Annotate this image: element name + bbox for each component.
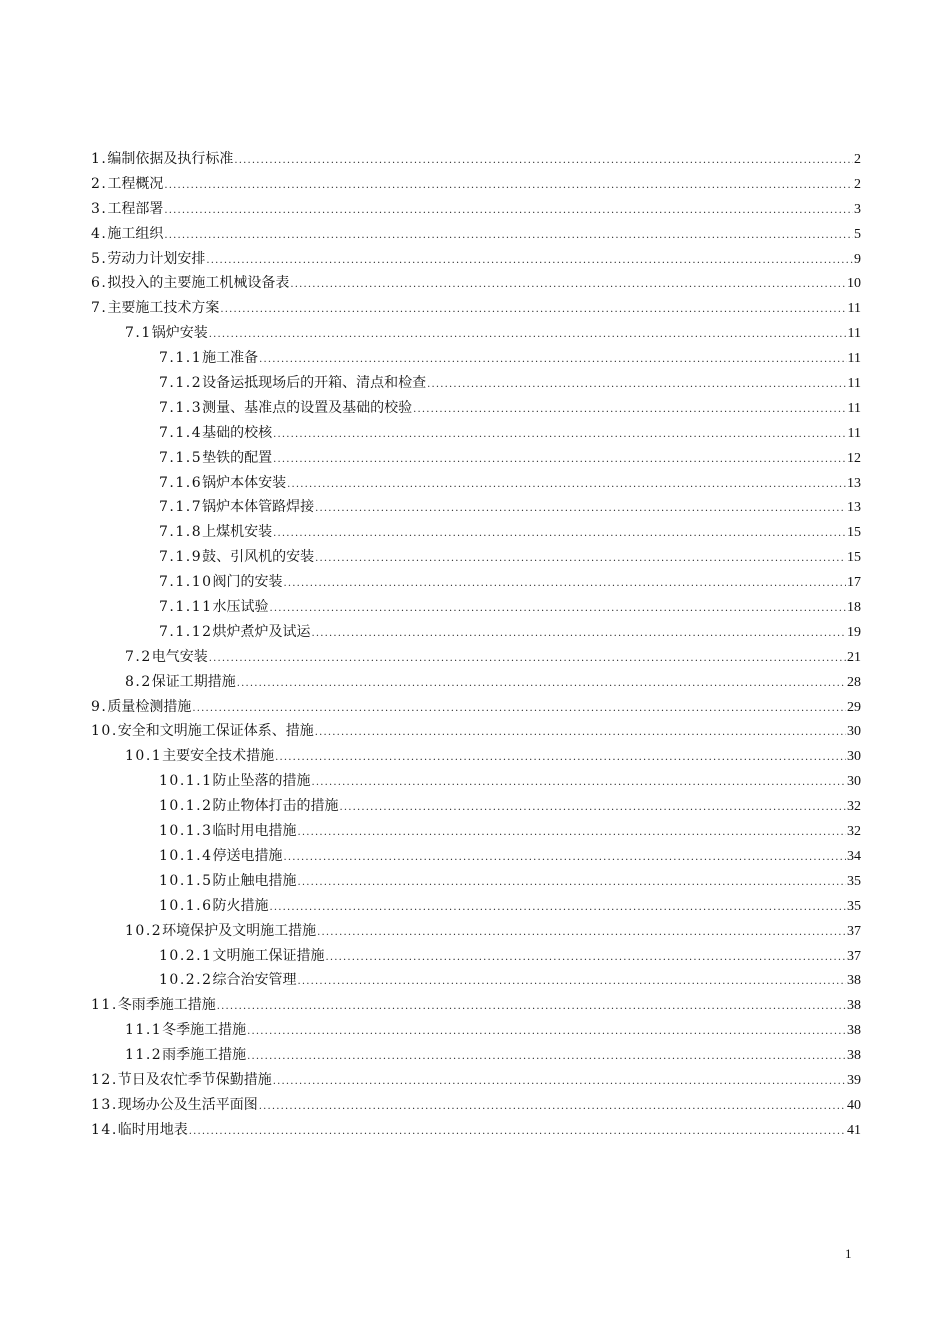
- toc-entry-page: 3: [854, 201, 861, 217]
- toc-entry-page: 11: [847, 351, 861, 367]
- toc-entry-title: 防火措施: [212, 897, 269, 914]
- dot-leader: [192, 697, 846, 722]
- toc-entry-number: 3.: [91, 200, 108, 217]
- toc-entry[interactable]: [91, 968, 861, 993]
- toc-entry-number: 5.: [91, 250, 108, 267]
- toc-entry-number: 2.: [91, 175, 108, 192]
- toc-entry-title: 水压试验: [212, 599, 269, 616]
- toc-entry-number: 9.: [91, 698, 108, 715]
- toc-entry-page: 11: [847, 326, 861, 342]
- toc-entry[interactable]: [91, 421, 861, 446]
- toc-entry-title: 环境保护及文明施工措施: [162, 922, 317, 939]
- toc-entry-page: 9: [854, 251, 861, 267]
- table-of-contents: [91, 147, 861, 1143]
- dot-leader: [206, 249, 853, 274]
- toc-entry-page: 15: [847, 550, 861, 566]
- toc-entry-title: 防止物体打击的措施: [212, 798, 339, 815]
- toc-entry-page: 17: [847, 575, 861, 591]
- toc-entry-title: 安全和文明施工保证体系、措施: [117, 723, 314, 740]
- toc-entry-number: 10.: [91, 723, 118, 740]
- toc-entry-title: 测量、基准点的设置及基础的校验: [202, 399, 413, 416]
- toc-entry-number: 7.1.2: [159, 375, 203, 392]
- dot-leader: [326, 946, 846, 971]
- toc-entry-page: 39: [847, 1072, 861, 1088]
- dot-leader: [284, 572, 846, 597]
- dot-leader: [270, 597, 846, 622]
- dot-leader: [247, 1020, 846, 1045]
- toc-entry-title: 鼓、引风机的安装: [202, 549, 315, 566]
- toc-entry[interactable]: [91, 321, 861, 346]
- toc-entry-title: 垫铁的配置: [202, 449, 273, 466]
- toc-entry-title: 冬季施工措施: [162, 1022, 247, 1039]
- toc-entry-number: 10.2.1: [159, 947, 213, 964]
- toc-entry-title: 冬雨季施工措施: [117, 997, 216, 1014]
- dot-leader: [287, 473, 846, 498]
- toc-entry-number: 7.1: [125, 325, 152, 342]
- toc-entry-title: 施工组织: [107, 225, 164, 242]
- toc-entry-number: 11.2: [125, 1047, 163, 1064]
- dot-leader: [284, 846, 846, 871]
- toc-entry-page: 10: [847, 276, 861, 292]
- toc-entry[interactable]: [91, 495, 861, 520]
- toc-entry-page: 38: [847, 1023, 861, 1039]
- toc-entry-page: 2: [854, 176, 861, 192]
- toc-entry-number: 10.1.4: [159, 847, 213, 864]
- toc-entry-title: 锅炉安装: [151, 325, 208, 342]
- toc-entry-page: 11: [847, 400, 861, 416]
- toc-entry-number: 4.: [91, 225, 108, 242]
- toc-entry[interactable]: [91, 346, 861, 371]
- toc-entry-title: 工程概况: [107, 175, 164, 192]
- toc-entry-title: 上煤机安装: [202, 524, 273, 541]
- dot-leader: [247, 1045, 846, 1070]
- toc-entry[interactable]: [91, 620, 861, 645]
- toc-entry[interactable]: [91, 1118, 861, 1143]
- toc-entry[interactable]: [91, 271, 861, 296]
- toc-entry-title: 临时用电措施: [212, 823, 297, 840]
- toc-entry[interactable]: [91, 744, 861, 769]
- dot-leader: [427, 373, 846, 398]
- toc-entry-title: 锅炉本体管路焊接: [202, 499, 315, 516]
- dot-leader: [270, 896, 846, 921]
- toc-entry-number: 7.1.11: [159, 599, 213, 616]
- toc-entry[interactable]: [91, 769, 861, 794]
- toc-entry[interactable]: [91, 446, 861, 471]
- toc-entry-number: 7.1.5: [159, 449, 203, 466]
- toc-entry-page: 32: [847, 824, 861, 840]
- toc-entry-title: 节日及农忙季节保勤措施: [117, 1071, 272, 1088]
- toc-entry-number: 11.: [91, 997, 118, 1014]
- toc-entry-page: 18: [847, 600, 861, 616]
- toc-entry-page: 41: [847, 1122, 861, 1138]
- dot-leader: [164, 199, 853, 224]
- toc-entry[interactable]: [91, 794, 861, 819]
- toc-entry-number: 7.1.1: [159, 350, 203, 367]
- toc-entry[interactable]: [91, 1043, 861, 1068]
- toc-entry[interactable]: [91, 570, 861, 595]
- dot-leader: [298, 871, 846, 896]
- dot-leader: [273, 1070, 846, 1095]
- dot-leader: [275, 746, 846, 771]
- toc-entry-number: 14.: [91, 1121, 118, 1138]
- toc-entry-title: 设备运抵现场后的开箱、清点和检查: [202, 375, 427, 392]
- toc-entry-page: 21: [847, 649, 861, 665]
- toc-entry-number: 7.1.6: [159, 474, 203, 491]
- toc-entry-page: 15: [847, 525, 861, 541]
- toc-entry[interactable]: [91, 1093, 861, 1118]
- page-number: 1: [845, 1246, 852, 1261]
- toc-entry-page: 28: [847, 674, 861, 690]
- toc-entry[interactable]: [91, 296, 861, 321]
- toc-entry-number: 6.: [91, 275, 108, 292]
- dot-leader: [273, 423, 846, 448]
- toc-entry-number: 13.: [91, 1096, 118, 1113]
- toc-entry[interactable]: [91, 993, 861, 1018]
- toc-entry-number: 10.1.1: [159, 773, 213, 790]
- toc-entry[interactable]: [91, 869, 861, 894]
- toc-entry-title: 综合治安管理: [212, 972, 297, 989]
- toc-entry[interactable]: [91, 396, 861, 421]
- toc-entry-title: 编制依据及执行标准: [107, 151, 234, 167]
- toc-entry[interactable]: [91, 1068, 861, 1093]
- dot-leader: [298, 821, 846, 846]
- toc-entry-page: 35: [847, 898, 861, 914]
- toc-entry-page: 11: [847, 301, 861, 317]
- toc-entry-title: 停送电措施: [212, 847, 283, 864]
- toc-entry-title: 阀门的安装: [212, 574, 283, 591]
- toc-entry-page: 38: [847, 1048, 861, 1064]
- dot-leader: [290, 273, 846, 298]
- toc-entry[interactable]: [91, 944, 861, 969]
- toc-entry-number: 8.2: [125, 673, 152, 690]
- dot-leader: [237, 672, 846, 697]
- toc-entry-title: 主要施工技术方案: [107, 300, 220, 317]
- toc-entry-number: 7.1.4: [159, 424, 203, 441]
- toc-entry[interactable]: [91, 844, 861, 869]
- toc-entry[interactable]: [91, 371, 861, 396]
- toc-entry-number: 7.1.7: [159, 499, 203, 516]
- toc-entry-title: 文明施工保证措施: [212, 947, 325, 964]
- dot-leader: [217, 995, 846, 1020]
- toc-entry-page: 30: [847, 724, 861, 740]
- toc-entry-page: 11: [847, 425, 861, 441]
- toc-entry-number: 12.: [91, 1071, 118, 1088]
- dot-leader: [315, 721, 846, 746]
- toc-entry-page: 13: [847, 475, 861, 491]
- dot-leader: [164, 174, 853, 199]
- toc-entry-page: 32: [847, 799, 861, 815]
- toc-entry-title: 锅炉本体安装: [202, 474, 287, 491]
- toc-entry-number: 10.1.6: [159, 897, 213, 914]
- toc-entry[interactable]: [91, 695, 861, 720]
- toc-entry[interactable]: [91, 595, 861, 620]
- dot-leader: [413, 398, 846, 423]
- toc-entry-number: 10.2: [125, 922, 163, 939]
- dot-leader: [317, 921, 846, 946]
- toc-entry-number: 7.1.8: [159, 524, 203, 541]
- toc-entry-page: 11: [847, 376, 861, 392]
- toc-entry-number: 7.1.12: [159, 623, 213, 640]
- toc-entry-title: 保证工期措施: [151, 673, 236, 690]
- toc-entry[interactable]: [91, 197, 861, 222]
- toc-entry-page: 13: [847, 500, 861, 516]
- dot-leader: [234, 149, 853, 174]
- toc-entry[interactable]: [91, 670, 861, 695]
- toc-entry[interactable]: [91, 645, 861, 670]
- toc-entry-number: 7.1.9: [159, 549, 203, 566]
- toc-entry-page: 12: [847, 450, 861, 466]
- toc-entry[interactable]: [91, 545, 861, 570]
- toc-entry-title: 防止坠落的措施: [212, 773, 311, 790]
- dot-leader: [273, 448, 846, 473]
- toc-entry-title: 施工准备: [202, 350, 259, 367]
- dot-leader: [340, 796, 846, 821]
- toc-entry-title: 临时用地表: [117, 1121, 188, 1138]
- toc-entry-title: 现场办公及生活平面图: [117, 1096, 258, 1113]
- dot-leader: [189, 1120, 846, 1145]
- toc-entry-page: 30: [847, 774, 861, 790]
- toc-entry-number: 1.: [91, 151, 108, 167]
- toc-entry[interactable]: [91, 172, 861, 197]
- dot-leader: [315, 547, 846, 572]
- toc-entry-number: 7.: [91, 300, 108, 317]
- dot-leader: [312, 622, 846, 647]
- toc-entry[interactable]: [91, 147, 861, 172]
- dot-leader: [259, 1095, 846, 1120]
- toc-entry-page: 38: [847, 973, 861, 989]
- toc-entry-number: 7.1.3: [159, 399, 203, 416]
- dot-leader: [315, 497, 846, 522]
- toc-entry[interactable]: [91, 222, 861, 247]
- dot-leader: [298, 970, 846, 995]
- dot-leader: [273, 522, 846, 547]
- toc-entry-page: 30: [847, 749, 861, 765]
- toc-entry-title: 劳动力计划安排: [107, 250, 206, 267]
- toc-entry-title: 电气安装: [151, 648, 208, 665]
- dot-leader: [312, 771, 846, 796]
- dot-leader: [259, 348, 846, 373]
- toc-entry-number: 7.1.10: [159, 574, 213, 591]
- toc-entry[interactable]: [91, 719, 861, 744]
- toc-entry-page: 19: [847, 624, 861, 640]
- toc-entry-page: 38: [847, 998, 861, 1014]
- toc-entry-number: 10.1: [125, 748, 163, 765]
- toc-entry[interactable]: [91, 1018, 861, 1043]
- toc-entry-page: 37: [847, 948, 861, 964]
- toc-entry-number: 10.1.3: [159, 823, 213, 840]
- toc-entry-page: 37: [847, 923, 861, 939]
- toc-entry[interactable]: [91, 894, 861, 919]
- toc-entry-page: 2: [854, 152, 861, 167]
- toc-entry-number: 11.1: [125, 1022, 163, 1039]
- toc-entry-title: 主要安全技术措施: [162, 748, 275, 765]
- dot-leader: [209, 647, 846, 672]
- toc-entry-title: 工程部署: [107, 200, 164, 217]
- toc-entry[interactable]: [91, 520, 861, 545]
- toc-entry-title: 拟投入的主要施工机械设备表: [107, 275, 290, 292]
- toc-entry-page: 29: [847, 699, 861, 715]
- toc-entry-title: 烘炉煮炉及试运: [212, 623, 311, 640]
- toc-entry-page: 40: [847, 1097, 861, 1113]
- dot-leader: [220, 298, 846, 323]
- toc-entry-page: 34: [847, 848, 861, 864]
- toc-entry[interactable]: [91, 919, 861, 944]
- toc-entry-number: 7.2: [125, 648, 152, 665]
- toc-entry[interactable]: [91, 247, 861, 272]
- toc-entry-title: 基础的校核: [202, 424, 273, 441]
- toc-entry[interactable]: [91, 819, 861, 844]
- toc-entry-number: 10.1.5: [159, 872, 213, 889]
- dot-leader: [209, 323, 847, 348]
- toc-entry-title: 雨季施工措施: [162, 1047, 247, 1064]
- dot-leader: [164, 224, 853, 249]
- toc-entry-number: 10.1.2: [159, 798, 213, 815]
- toc-entry-page: 5: [854, 226, 861, 242]
- toc-entry[interactable]: [91, 471, 861, 496]
- toc-entry-title: 质量检测措施: [107, 698, 192, 715]
- toc-entry-title: 防止触电措施: [212, 872, 297, 889]
- toc-entry-number: 10.2.2: [159, 972, 213, 989]
- toc-entry-page: 35: [847, 873, 861, 889]
